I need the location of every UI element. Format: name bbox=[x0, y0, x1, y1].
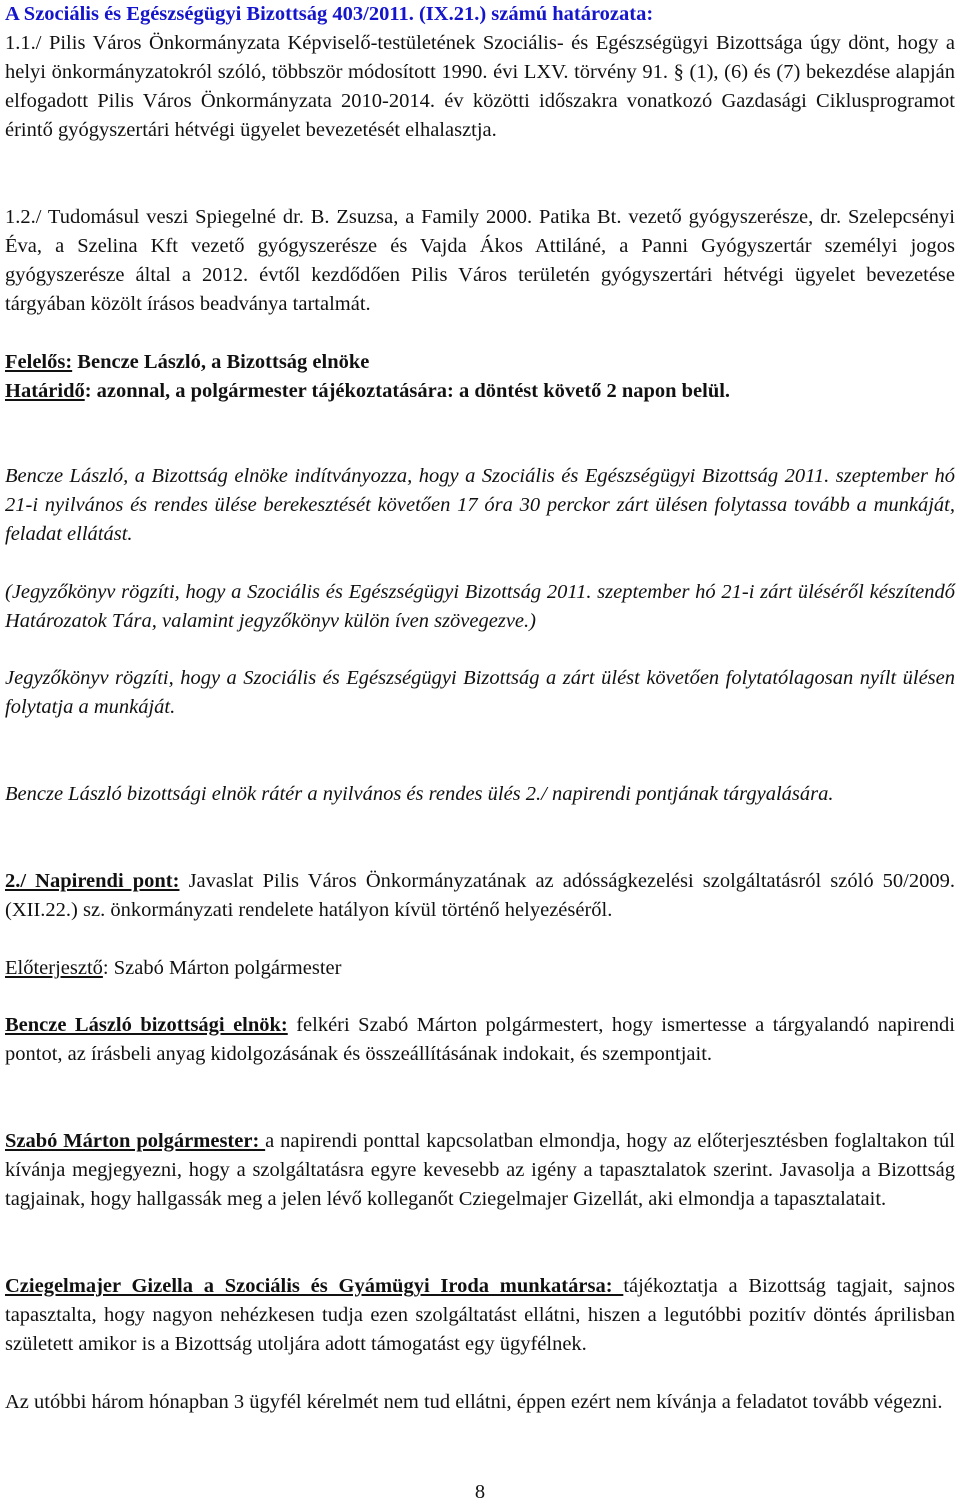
speech-mayor-text: a napirendi ponttal kapcsolatban elmondja, hogy az előterjesztésben foglaltakon túl kívánja megjegyezni, hogy a szolgáltatásra egyre kevesebb az igény a tapasztalatok szerint. Javasolja a Bizottság tagjainak, hogy hallgassák meg a jelen lévő kolleganőt Cziegelmajer Gizellát, aki elmondja a tapasztalatait. bbox=[5, 1130, 956, 1210]
agenda-item bbox=[5, 867, 955, 925]
speech-staff-speaker: Cziegelmajer Gizella a Szociális és Gyámügyi Iroda munkatársa: bbox=[5, 1275, 624, 1297]
section-title: A Szociális és Egészségügyi Bizottság 403/2011. (IX.21.) számú határozata: bbox=[5, 3, 654, 25]
presenter-text: : Szabó Márton polgármester bbox=[102, 957, 342, 979]
speech-staff-text: tájékoztatja a Bizottság tagjait, sajnos tapasztalta, hogy nagyon nehézkesen tudja ezen szolgáltatást ellátni, hiszen a legutóbbi pozitív döntés áprilisban született amikor is a Bizottság utoljára adott támogatást egy ügyfélnek. bbox=[5, 1275, 955, 1355]
agenda-label: 2./ Napirendi pont: bbox=[5, 870, 180, 892]
speech-mayor-speaker: Szabó Márton polgármester: bbox=[5, 1130, 266, 1152]
resolution-1-2: 1.2./ Tudomásul veszi Spiegelné dr. B. Zsuzsa, a Family 2000. Patika Bt. vezető gyógyszerésze, dr. Szelepcsényi Éva, a Szelina Kft vezető gyógyszerésze és Vajda Ákos Attiláné, a Panni Gyógyszertár személyi jogos gyógyszerésze által a 2012. évtől kezdődően Pilis Város területén gyógyszertári hétvégi ügyelet bevezetése tárgyában közölt írásos beadványa tartalmát. bbox=[5, 206, 955, 315]
italic-paragraph-open-session: Jegyzőkönyv rögzíti, hogy a Szociális és Egészségügyi Bizottság a zárt ülést követően folytatólagosan nyílt ülésen folytatja a munkáját. bbox=[5, 667, 955, 718]
italic-paragraph-agenda-transition: Bencze László bizottsági elnök rátér a nyilvános és rendes ülés 2./ napirendi pontjának tárgyalására. bbox=[5, 783, 834, 805]
page-number: 8 bbox=[474, 1481, 486, 1503]
resolution-1-1: 1.1./ Pilis Város Önkormányzata Képviselő-testületének Szociális- és Egészségügyi Bizottsága úgy dönt, hogy a helyi önkormányzatokról szóló, többször módosított 1990. évi LXV. törvény 91. § (1), (6) és (7) bekezdése alapján elfogadott Pilis Város Önkormányzata 2010-2014. év közötti időszakra vonatkozó Gazdasági Ciklusprogramot érintő gyógyszertári hétvégi ügyelet bevezetését elhalasztja. bbox=[5, 32, 955, 141]
responsible-line bbox=[5, 348, 955, 377]
speech-chair bbox=[5, 1011, 955, 1069]
presenter-label: Előterjesztő bbox=[5, 957, 103, 979]
speech-mayor bbox=[5, 1127, 955, 1214]
speech-chair-text: felkéri Szabó Márton polgármestert, hogy ismertesse a tárgyalandó napirendi pontot, az írásbeli anyag kidolgozásának és összeállításának indokait, és szempontjait. bbox=[5, 1014, 955, 1065]
presenter-line bbox=[5, 954, 955, 983]
responsible-label: Felelős: bbox=[5, 351, 73, 373]
deadline-text: : azonnal, a polgármester tájékoztatására: a döntést követő 2 napon belül. bbox=[84, 380, 731, 402]
italic-paragraph-motion: Bencze László, a Bizottság elnöke indítványozza, hogy a Szociális és Egészségügyi Bizottság 2011. szeptember hó 21-i nyilvános és rendes ülése berekesztését követően 17 óra 30 perckor zárt ülésen folytassa tovább a munkáját, feladat ellátást. bbox=[5, 465, 955, 545]
speech-staff bbox=[5, 1272, 955, 1359]
speech-staff-continuation: Az utóbbi három hónapban 3 ügyfél kérelmét nem tud ellátni, éppen ezért nem kívánja a feladatot tovább végezni. bbox=[5, 1391, 943, 1413]
deadline-label: Határidő bbox=[5, 380, 85, 402]
responsible-text: Bencze László, a Bizottság elnöke bbox=[72, 351, 370, 373]
agenda-text: Javaslat Pilis Város Önkormányzatának az adósságkezelési szolgáltatásról szóló 50/2009. (XII.22.) sz. önkormányzati rendelete hatályon kívül történő helyezéséről. bbox=[5, 870, 955, 921]
deadline-line bbox=[5, 377, 955, 406]
speech-chair-speaker: Bencze László bizottsági elnök: bbox=[5, 1014, 288, 1036]
italic-paragraph-minutes-note: (Jegyzőkönyv rögzíti, hogy a Szociális és Egészségügyi Bizottság 2011. szeptember hó 21-i zárt üléséről készítendő Határozatok Tára, valamint jegyzőkönyv külön íven szövegezve.) bbox=[5, 581, 955, 632]
